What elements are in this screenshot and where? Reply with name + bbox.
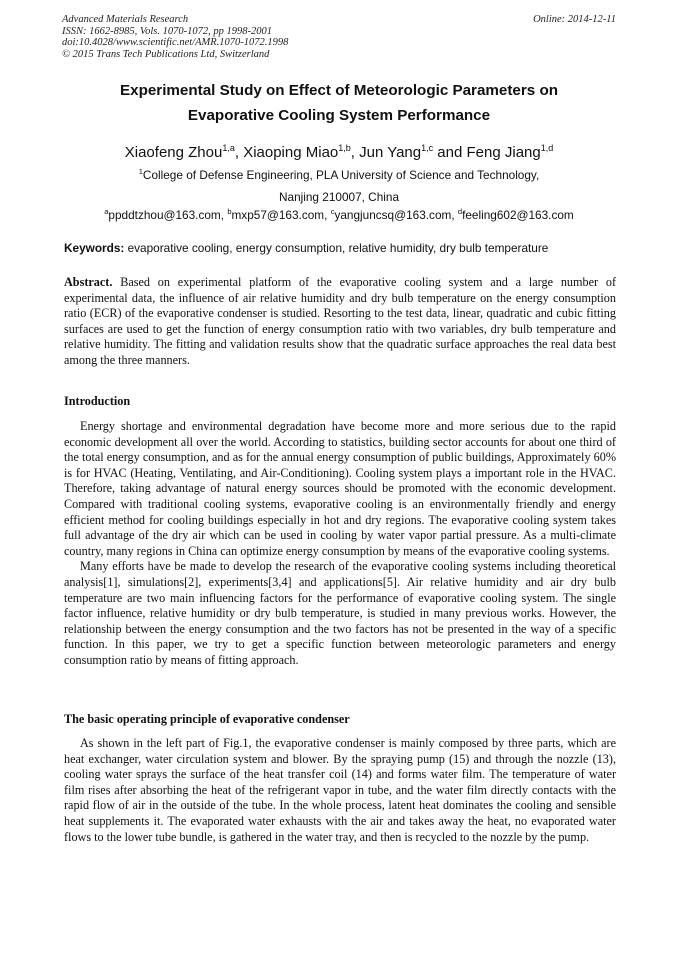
journal-header: [62, 14, 288, 60]
affiliation-line-2: Nanjing 210007, China: [278, 190, 400, 205]
email-mark: b: [227, 207, 232, 216]
author-name: Jun Yang: [359, 144, 422, 161]
keywords: [64, 241, 618, 255]
paragraph: Energy shortage and environmental degradation have become more and more serious due to the rapid economic development all over the world. According to statistics, building sector accounts for about one third of the total energy consumption, and as for the annual energy consumption of public buildings, Approximately 60% is for HVAC (Heating, Ventilating, and Air-Conditioning). Cooling system plays a important role in the HVAC. Therefore, taking advantage of natural energy sources should be promoted with the economic development. Compared with traditional cooling systems, evaporative cooling is an environmentally friendly and energy efficient method for cooling buildings especially in hot and dry regions. The evaporative cooling system takes full advantage of the dry air which can be used in cooling by water vapor partial pressure. As a multi-climate country, many regions in China can optimize energy consumption by means of the evaporative cooling systems.: [64, 419, 616, 558]
author-affiliation-mark: 1,d: [540, 143, 554, 153]
copyright-line: © 2015 Trans Tech Publications Ltd, Switzerland: [62, 48, 270, 60]
author-separator: and: [433, 144, 467, 161]
author-name: Xiaoping Miao: [243, 144, 339, 161]
author-list: [40, 138, 638, 163]
email-list: $^a$ppddtzhou@163.com, $^b$mxp57@163.com, $^c$yangjuncsq@163.com, $^d$feeling602@163.com: [104, 207, 574, 222]
section-body-operating-principle: [64, 736, 616, 845]
paragraph: Many efforts have be made to develop the research of the evaporative cooling systems including theoretical analysis[1], simulations[2], experiments[3,4] and applications[5]. Air relative humidity and air dry bulb temperature are two main influencing factors for the performance of evaporative cooling system. The single factor influence, relative humidity or dry bulb temperature, is studied in many previous works. However, the relationship between the energy consumption and the two factors has not be presented in the way of a specific function. In this paper, we try to get a specific function between meteorologic parameters and energy consumption ratio by means of fitting approach.: [64, 559, 616, 667]
email-link[interactable]: feeling602@163.com: [462, 207, 574, 222]
affiliation-text: College of Defense Engineering, PLA University of Science and Technology,: [142, 167, 540, 182]
author-name: Feng Jiang: [466, 144, 541, 161]
section-heading-operating-principle: The basic operating principle of evaporative condenser: [64, 712, 350, 726]
title-line-1: Experimental Study on Effect of Meteorologic Parameters on: [120, 82, 558, 99]
affiliation: [40, 161, 638, 209]
author-separator: ,: [234, 144, 244, 161]
journal-name: Advanced Materials Research: [62, 14, 189, 25]
email-mark: d: [457, 207, 463, 216]
title-line-2: Evaporative Cooling System Performance: [187, 107, 491, 124]
keywords-text: evaporative cooling, energy consumption, relative humidity, dry bulb temperature: [127, 241, 549, 255]
issn-line: ISSN: 1662-8985, Vols. 1070-1072, pp 1998-2001: [62, 25, 272, 37]
abstract-text: Based on experimental platform of the evaporative cooling system and a large number of experimental data, the influence of air relative humidity and dry bulb temperature on the energy consumption ratio (ECR) of the evaporative condenser is studied. Resorting to the test data, linear, quadratic and cubic fitting surfaces are used to get the function of energy consumption ratio with two variables, dry bulb temperature and relative humidity. The fitting and validation results show that the quadratic surface approaches the real data best among the three manners.: [64, 275, 617, 367]
email-mark: a: [104, 207, 109, 216]
online-date: Online: 2014-12-11: [533, 14, 616, 25]
email-mark: c: [330, 207, 335, 216]
abstract-label: Abstract.: [64, 275, 113, 289]
author-affiliation-mark: 1,c: [421, 143, 434, 153]
abstract: [64, 275, 616, 369]
affiliation-line-1: [40, 161, 638, 186]
section-body-introduction: [64, 419, 616, 669]
keywords-label: Keywords:: [64, 241, 125, 255]
doi-line: doi:10.4028/www.scientific.net/AMR.1070-1072.1998: [62, 37, 289, 49]
author-affiliation-mark: 1,a: [222, 143, 235, 153]
email-link[interactable]: yangjuncsq@163.com: [334, 207, 452, 222]
author-affiliation-mark: 1,b: [338, 143, 351, 153]
paragraph: As shown in the left part of Fig.1, the evaporative condenser is mainly composed by three parts, which are heat exchanger, water circulation system and blower. By the spraying pump (15) and through the nozzle (13), cooling water sprays the surface of the heat transfer coil (14) and forms water film. The temperature of water film rises after absorbing the heat of the refrigerant vapor in tube, and the water film directly contacts with the rapid flow of air in the outside of the tube. In the whole process, latent heat dominates the cooling and sensible heat supplements it. The evaporated water exhausts with the air and takes away the heat, no evaporated water flows to the lower tube bundle, is gathered in the water tray, and then is recycled to the nozzle by the pump.: [64, 736, 616, 844]
affiliation-mark: 1: [138, 167, 143, 176]
section-heading-introduction: Introduction: [64, 394, 131, 408]
author-separator: ,: [350, 144, 360, 161]
email-link[interactable]: ppddtzhou@163.com: [108, 207, 221, 222]
email-link[interactable]: mxp57@163.com: [231, 207, 325, 222]
paper-title: [60, 78, 618, 128]
author-name: Xiaofeng Zhou: [124, 144, 223, 161]
